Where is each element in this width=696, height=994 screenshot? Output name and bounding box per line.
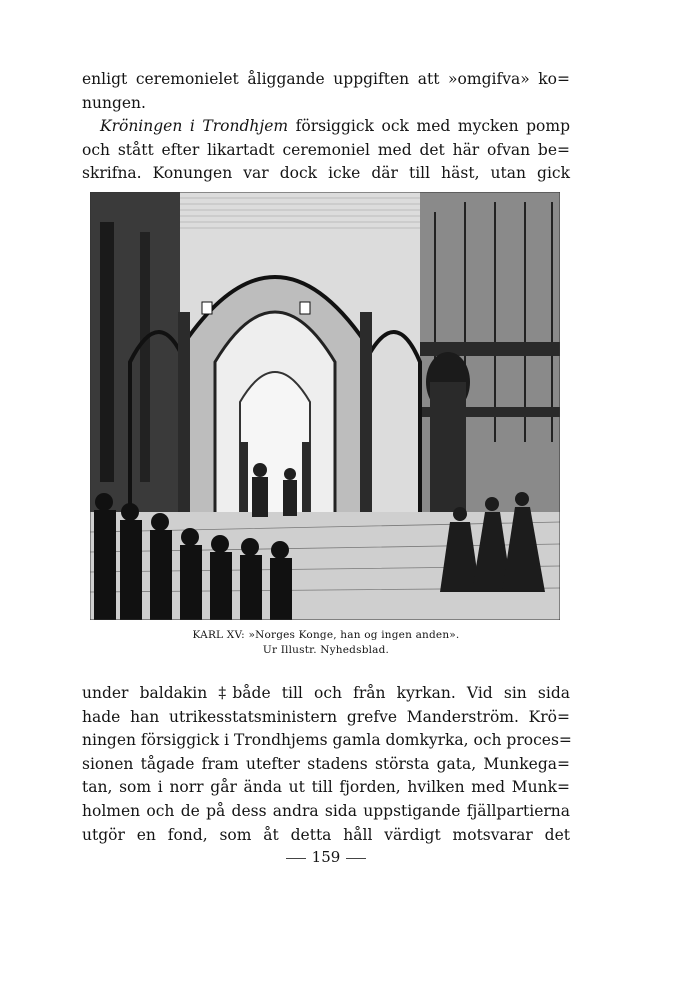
caption-source: Ur Illustr. Nyhedsblad. <box>262 644 390 656</box>
text-line: och stått efter likartadt ceremoniel med det här ofvan be= <box>82 140 570 159</box>
paragraph-3 <box>82 682 570 847</box>
caption-title: KARL XV: »Norges Konge, han og ingen anden». <box>192 629 460 641</box>
italic-lead: Kröningen i Trondhjem <box>100 117 289 135</box>
page-number-text: 159 <box>311 848 341 866</box>
figure-caption <box>82 628 570 658</box>
text-line: sionen tågade fram utefter stadens största gata, Munkega= <box>82 754 570 773</box>
paragraph-1 <box>82 68 570 115</box>
text-line: under baldakin ‡både till och från kyrkan. Vid sin sida <box>82 684 570 702</box>
text-line: hade han utrikesstatsministern grefve Manderström. Krö= <box>82 707 570 726</box>
text-line: nungen. <box>82 93 146 112</box>
text-line: tan, som i norr går ända ut till fjorden, hvilken med Munk= <box>82 778 570 797</box>
page-number <box>82 848 570 866</box>
dash-right <box>346 858 366 859</box>
text-line: enligt ceremonielet åliggande uppgiften att »omgifva» ko= <box>82 70 570 88</box>
text-line: skrifna. Konungen var dock icke där till häst, utan gick <box>82 164 570 183</box>
text-line: holmen och de på dess andra sida uppstigande fjällpartierna <box>82 801 570 820</box>
line-rest: försiggick ock med mycken pomp <box>288 117 571 135</box>
dash-left <box>286 858 306 859</box>
paragraph-2 <box>82 115 570 186</box>
coronation-engraving <box>90 192 560 620</box>
text-line: utgör en fond, som åt detta håll värdigt motsvarar det <box>82 825 570 844</box>
text-line <box>82 115 570 139</box>
text-line: ningen försiggick i Trondhjems gamla domkyrka, och proces= <box>82 731 572 750</box>
